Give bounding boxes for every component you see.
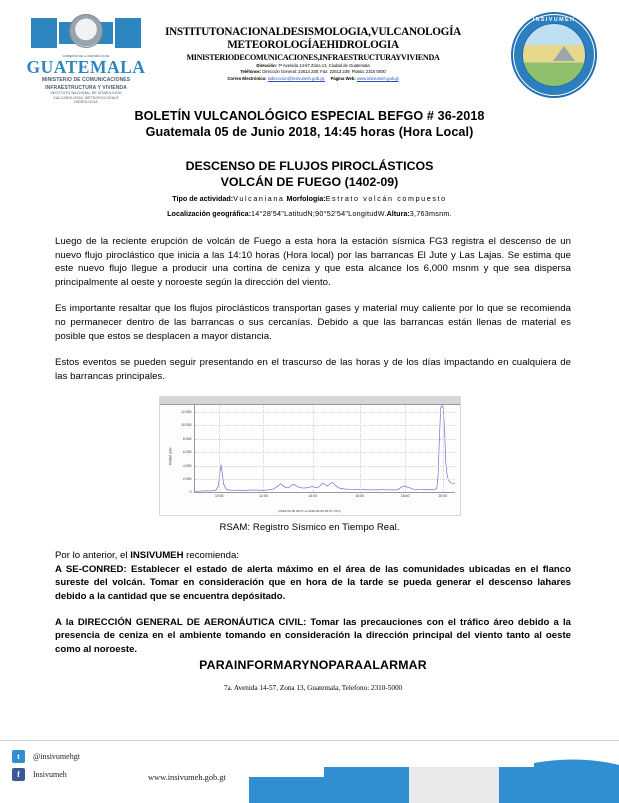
altitude-label: Altura: xyxy=(386,208,410,218)
social-links xyxy=(12,750,80,786)
chart-x-tick: 14:00 xyxy=(308,494,318,499)
body-text xyxy=(0,235,619,383)
seal-top-text: INSIVUMEH xyxy=(532,17,576,23)
chart-y-tick: 6,000 xyxy=(183,450,192,455)
location-value: 14°28'54"LatitudN;90°52'54"LongitudW. xyxy=(251,208,387,218)
national-seal-icon xyxy=(69,14,103,48)
chart-gridline xyxy=(195,425,455,426)
recommendation-2-text: : Tomar las precauciones con el tráfico áreo debido a la presencia de ceniza en el ambiente tomando en consideración la dirección principal del viento tanto al oeste como al noroeste. xyxy=(55,616,571,655)
paragraph-1: Luego de la reciente erupción de volcán de Fuego a esta hora la estación sísmica FG3 registra el descenso de un nuevo flujo piroclástico que inicia a las 14:10 horas (Hora local) por las barrancas El Jute y Las Lajas. Se estima que este nuevo flujo llegue a producir una cortina de ceniza y que esta alcance los 6,000 msnm y que sea dispersa principalmente al oeste y noroeste según la dirección del viento. xyxy=(55,236,571,288)
chart-plot-area xyxy=(181,405,455,499)
gov-logo-institute-2: VULCANOLOGIA, METEOROLOGIA E xyxy=(53,95,119,100)
address-value: 7ª Avenida 14-57 Zona 13, Ciudad de Guatemala xyxy=(278,63,370,68)
chart-vertical-gridline xyxy=(263,405,264,492)
chart-vertical-gridline xyxy=(405,405,406,492)
header-contact-row xyxy=(152,76,474,82)
recommendations-section xyxy=(0,549,619,692)
recommendation-2 xyxy=(55,616,571,656)
gov-logo-ministry-2: INFRAESTRUCTURA Y VIVIENDA xyxy=(45,84,127,91)
paragraph-3: Estos eventos se pueden seguir presentando en el trascurso de las horas y de los días impactando en cualquiera de las barrancas principales. xyxy=(55,357,571,382)
bulletin-title-line2: Guatemala 05 de Junio 2018, 14:45 horas (Hora Local) xyxy=(145,125,474,139)
intro-prefix: Por lo anterior, el xyxy=(55,550,131,562)
twitter-row[interactable] xyxy=(12,750,80,763)
chart-gridline xyxy=(195,412,455,413)
recommendation-intro xyxy=(55,549,571,562)
institution-line-1: INSTITUTONACIONALDESISMOLOGIA,VULCANOLOGÍA xyxy=(165,26,461,38)
bulletin-title xyxy=(0,108,619,140)
gov-logo-topline: GOBIERNO DE LA REPÚBLICA DE xyxy=(62,55,110,58)
chart-vertical-gridline xyxy=(313,405,314,492)
chart-y-tick: 4,000 xyxy=(183,463,192,468)
recommendation-1-text: : Establecer el estado de alerta máximo en el área de las comunidades ubicadas en el flanco sureste del volcán. Tomar en consideración que en hora de la tarde se pueda generar el descenso lahares debido a la cantidad que se encuentra depósitado. xyxy=(55,563,571,602)
chart-gridline xyxy=(195,479,455,480)
chart-y-tick: 10,000 xyxy=(181,423,192,428)
intro-org: INSIVUMEH xyxy=(130,550,184,562)
web-label: Página Web: xyxy=(330,75,356,81)
gov-logo-institute-1: INSTITUTO NACIONAL DE SISMOLOGIA xyxy=(50,91,122,96)
activity-meta-row xyxy=(0,193,619,205)
chart-y-tick: 2,000 xyxy=(183,476,192,481)
recommendation-2-label: A la DIRECCIÓN GENERAL DE AERONÁUTICA CIVIL xyxy=(55,616,304,628)
footer-website[interactable]: www.insivumeh.gob.gt xyxy=(148,773,226,782)
event-subtitle-line1: DESCENSO DE FLUJOS PIROCLÁSTICOS xyxy=(185,159,434,173)
chart-y-axis-label: RSAM units xyxy=(168,447,173,466)
rsam-chart xyxy=(159,396,461,516)
location-meta-row xyxy=(0,208,619,220)
chart-y-tick: 0 xyxy=(189,490,192,495)
document-header xyxy=(0,0,619,105)
facebook-row[interactable] xyxy=(12,768,80,781)
phones-label: Teléfonos: xyxy=(240,69,262,75)
institution-line-2: METEOROLOGÍAEHIDROLOGIA xyxy=(227,39,399,51)
location-label: Localización geográfica: xyxy=(167,208,252,218)
email-link[interactable]: indireccion@insivumeh.gob.gt; xyxy=(267,75,325,81)
chart-y-tick: 12,000 xyxy=(181,410,192,415)
chart-gridline xyxy=(195,439,455,440)
morphology-value: Estrato volcán compuesto xyxy=(325,194,447,203)
phones-value: Dirección General: 22613 238; Fax: 22613 239; Planta: 2310 5000 xyxy=(262,69,386,75)
slogan: PARAINFORMARYNOPARAALARMAR xyxy=(199,658,427,673)
chart-gridline xyxy=(195,466,455,467)
chart-caption: RSAM: Registro Sísmico en Tiempo Real. xyxy=(219,522,400,534)
altitude-value: 3,763msnm. xyxy=(409,208,452,218)
chart-x-tick: 20:00 xyxy=(438,494,448,499)
chart-x-caption: (2018-06-05 09:37 to 2018-06-05 20:37 UTC) xyxy=(278,509,341,514)
flag-graphic xyxy=(25,14,147,54)
footer-wave-decoration xyxy=(249,759,619,803)
chart-x-tick: 16:00 xyxy=(355,494,364,499)
activity-label: Tipo de actividad: xyxy=(172,194,234,203)
gov-logo-institute-3: HIDROLOGIA xyxy=(74,100,98,105)
intro-suffix: recomienda: xyxy=(183,550,239,562)
seal-emblem-icon xyxy=(522,23,586,87)
email-label: Correo Electrónico: xyxy=(227,75,267,81)
chart-title-bar xyxy=(160,397,460,405)
chart-vertical-gridline xyxy=(360,405,361,492)
event-subtitle xyxy=(0,159,619,219)
website-link[interactable]: www.insivumeh.gob.gt xyxy=(356,75,399,81)
event-subtitle-line2: VOLCÁN DE FUEGO (1402-09) xyxy=(220,174,399,189)
guatemala-government-logo xyxy=(22,14,150,105)
morphology-label: Morfología: xyxy=(286,194,326,203)
twitter-icon: t xyxy=(12,750,25,763)
address-label: Dirección: xyxy=(256,63,277,68)
office-address: 7a. Avenida 14-57, Zona 13, Guatemala, Telefono: 2310-5000 xyxy=(223,684,403,693)
insivumeh-logo xyxy=(511,12,597,98)
chart-gridline xyxy=(195,452,455,453)
chart-vertical-gridline xyxy=(219,405,220,492)
gov-logo-wordmark: GUATEMALA xyxy=(26,57,146,78)
chart-y-tick: 8,000 xyxy=(183,436,192,441)
bulletin-title-line1: BOLETÍN VULCANOLÓGICO ESPECIAL BEFGO # 36-2018 xyxy=(134,109,485,123)
institution-header-text xyxy=(152,26,474,82)
facebook-handle[interactable]: Insivumeh xyxy=(33,770,67,779)
document-footer xyxy=(0,740,619,803)
recommendation-1 xyxy=(55,563,571,603)
chart-x-tick: 12:00 xyxy=(259,494,268,499)
activity-value: Vulcaniana xyxy=(233,194,285,203)
gov-logo-ministry-1: MINISTERIO DE COMUNICACIONES xyxy=(41,77,131,84)
rsam-chart-section xyxy=(0,396,619,533)
facebook-icon: f xyxy=(12,768,25,781)
paragraph-2: Es importante resaltar que los flujos piroclásticos transportan gases y material muy caliente por lo que se recomienda no permanecer dentro de las barrancas o sus cercanías. Debido a que las barrancas están llenas de material es posible que estos se desplacen a mayor distancia. xyxy=(55,303,571,342)
chart-x-tick: 18:00 xyxy=(400,494,410,499)
twitter-handle[interactable]: @insivumehgt xyxy=(33,752,80,761)
institution-line-3: MINISTERIODECOMUNICACIONES,INFRAESTRUCTURAYVIVIENDA xyxy=(186,53,440,62)
chart-vertical-gridline xyxy=(443,405,444,492)
recommendation-1-label: A SE-CONRED xyxy=(55,563,124,575)
chart-x-tick: 10:00 xyxy=(214,494,224,499)
